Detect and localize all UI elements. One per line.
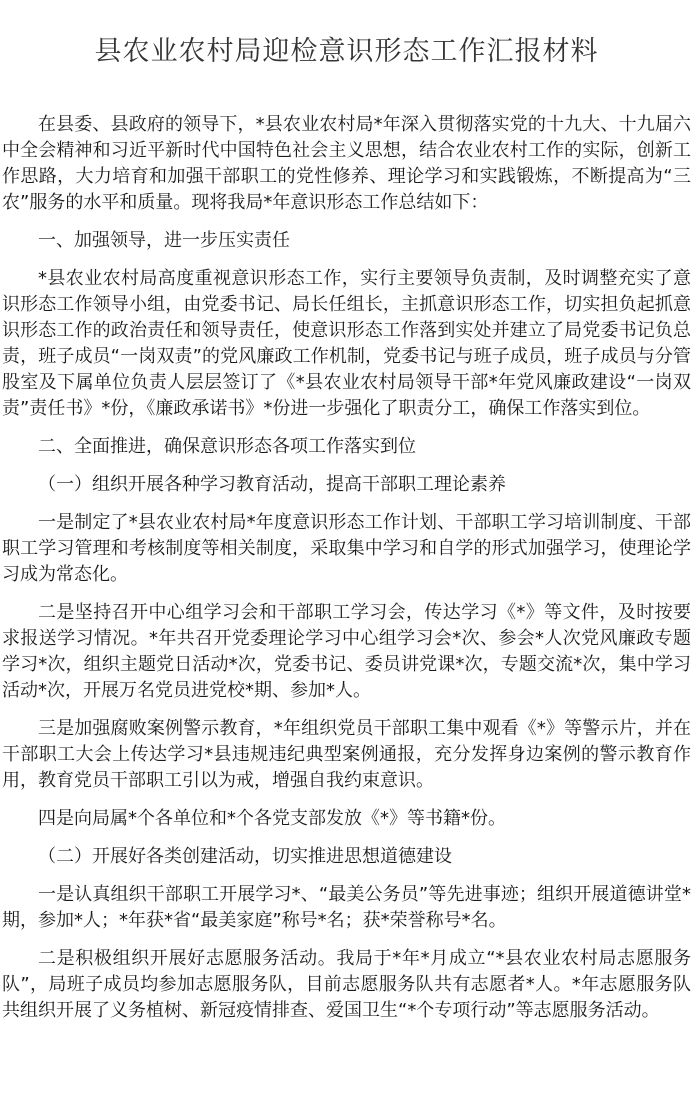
section-heading-1: 一、加强领导，进一步压实责任 bbox=[38, 230, 290, 251]
section-heading-2: 二、全面推进，确保意识形态各项工作落实到位 bbox=[38, 436, 416, 457]
subsection-heading-1: （一）组织开展各种学习教育活动，提高干部职工理论素养 bbox=[38, 474, 506, 495]
document-title: 县农业农村局迎检意识形态工作汇报材料 bbox=[94, 36, 599, 67]
subsection-2-item-1: 一是认真组织干部职工开展学习*、“最美公务员”等先进事迹；组织开展道德讲堂*期，参加*人；*年获*省“最美家庭”称号*名；获*荣誉称号*名。 bbox=[2, 884, 691, 931]
intro-paragraph: 在县委、县政府的领导下，*县农业农村局*年深入贯彻落实党的十九大、十九届六中全会精神和习近平新时代中国特色社会主义思想，结合农业农村工作的实际，创新工作思路，大力培育和加强干部职工的党性修养、理论学习和实践锻炼，不断提高为“三农”服务的水平和质量。现将我局*年意识形态工作总结如下： bbox=[2, 114, 691, 213]
subsection-1-item-2: 二是坚持召开中心组学习会和干部职工学习会，传达学习《*》等文件，及时按要求报送学习情况。*年共召开党委理论学习中心组学习会*次、参会*人次党风廉政专题学习*次，组织主题党日活动*次，党委书记、委员讲党课*次，专题交流*次，集中学习活动*次，开展万名党员进党校*期、参加*人。 bbox=[2, 602, 691, 701]
subsection-1-item-4: 四是向局属*个各单位和*个各党支部发放《*》等书籍*份。 bbox=[38, 808, 506, 829]
subsection-1-item-1: 一是制定了*县农业农村局*年度意识形态工作计划、干部职工学习培训制度、干部职工学习管理和考核制度等相关制度，采取集中学习和自学的形式加强学习，使理论学习成为常态化。 bbox=[2, 512, 691, 585]
section-1-paragraph: *县农业农村局高度重视意识形态工作，实行主要领导负责制，及时调整充实了意识形态工作领导小组，由党委书记、局长任组长，主抓意识形态工作，切实担负起抓意识形态工作的政治责任和领导责任，使意识形态工作落到实处并建立了局党委书记负总责，班子成员“一岗双责”的党风廉政工作机制，党委书记与班子成员，班子成员与分管股室及下属单位负责人层层签订了《*县农业农村局领导干部*年党风廉政建设“一岗双责”责任书》*份，《廉政承诺书》*份进一步强化了职责分工，确保工作落实到位。 bbox=[2, 268, 691, 419]
document-body bbox=[0, 112, 693, 1024]
subsection-heading-2: （二）开展好各类创建活动，切实推进思想道德建设 bbox=[38, 846, 452, 867]
subsection-2-item-2: 二是积极组织开展好志愿服务活动。我局于*年*月成立“*县农业农村局志愿服务队”，局班子成员均参加志愿服务队，目前志愿服务队共有志愿者*人。*年志愿服务队共组织开展了义务植树、新冠疫情排查、爱国卫生“*个专项行动”等志愿服务活动。 bbox=[2, 948, 691, 1021]
subsection-1-item-3: 三是加强腐败案例警示教育，*年组织党员干部职工集中观看《*》等警示片，并在干部职工大会上传达学习*县违规违纪典型案例通报，充分发挥身边案例的警示教育作用，教育党员干部职工引以为戒，增强自我约束意识。 bbox=[2, 718, 691, 791]
